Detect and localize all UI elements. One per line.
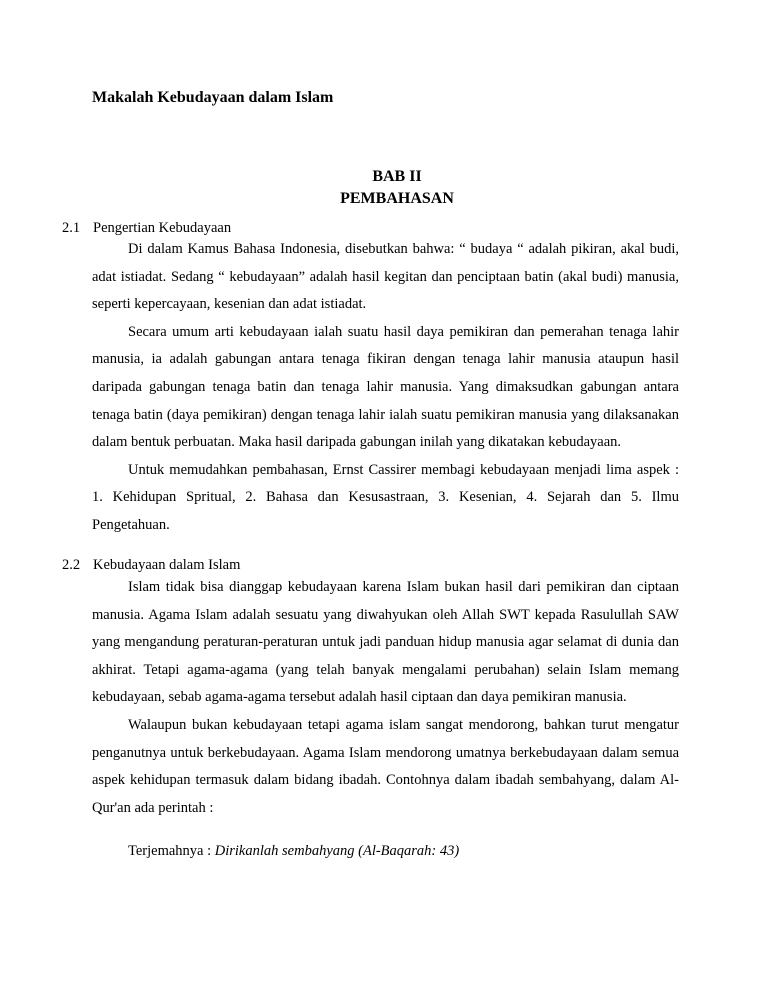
document-header-title: Makalah Kebudayaan dalam Islam [92,89,334,106]
paragraph: Untuk memudahkan pembahasan, Ernst Cassirer membagi kebudayaan menjadi lima aspek : 1. Kehidupan Spritual, 2. Bahasa dan Kesusastraan, 3. Kesenian, 4. Sejarah dan 5. Ilmu Pengetahuan. [92,461,679,533]
paragraph: Di dalam Kamus Bahasa Indonesia, disebutkan bahwa: “ budaya “ adalah pikiran, akal budi, adat istiadat. Sedang “ kebudayaan” adalah hasil kegitan dan penciptaan batin (akal budi) manusia, seperti kepercayaan, kesenian dan adat istiadat. [92,241,679,313]
section-title: Pengertian Kebudayaan [93,220,232,236]
section-number: 2.1 [62,220,81,236]
paragraph: Islam tidak bisa dianggap kebudayaan karena Islam bukan hasil dari pemikiran dan ciptaan manusia. Agama Islam adalah sesuatu yang diwahyukan oleh Allah SWT kepada Rasulullah SAW yang mengandung peraturan-peraturan untuk jadi panduan hidup manusia agar selamat di dunia dan akhirat. Tetapi agama-agama (yang telah banyak mengalami perubahan) selain Islam memang kebudayaan, sebab agama-agama tersebut adalah hasil ciptaan dan daya pemikiran manusia. [92,579,679,706]
section-heading-2-1 [62,220,231,237]
quote-label: Terjemahnya : [128,843,215,859]
quote-text: Dirikanlah sembahyang (Al-Baqarah: 43) [214,843,460,859]
paragraph: Secara umum arti kebudayaan ialah suatu hasil daya pemikiran dan pemerahan tenaga lahir manusia, ia adalah gabungan antara tenaga fikiran dengan tenaga lahir manusia ataupun hasil daripada gabungan tenaga batin dan tenaga lahir manusia. Yang dimaksudkan gabungan antara tenaga batin (daya pemikiran) dengan tenaga lahir ialah suatu pemikiran manusia yang dilaksanakan dalam bentuk perbuatan. Maka hasil daripada gabungan inilah yang dikatakan kebudayaan. [92,323,679,451]
chapter-number: BAB II [372,168,422,185]
quote-line [128,843,459,860]
section-body-2-2 [92,574,679,822]
section-body-2-1 [92,236,679,540]
paragraph: Walaupun bukan kebudayaan tetapi agama islam sangat mendorong, bahkan turut mengatur penganutnya untuk berkebudayaan. Agama Islam mendorong umatnya berkebudayaan dalam semua aspek kehidupan termasuk dalam bidang ibadah. Contohnya dalam ibadah sembahyang, dalam Al-Qur'an ada perintah : [92,716,679,816]
chapter-title: PEMBAHASAN [340,190,454,207]
section-number: 2.2 [62,557,81,573]
section-heading-2-2 [62,557,240,574]
section-title: Kebudayaan dalam Islam [93,557,241,573]
